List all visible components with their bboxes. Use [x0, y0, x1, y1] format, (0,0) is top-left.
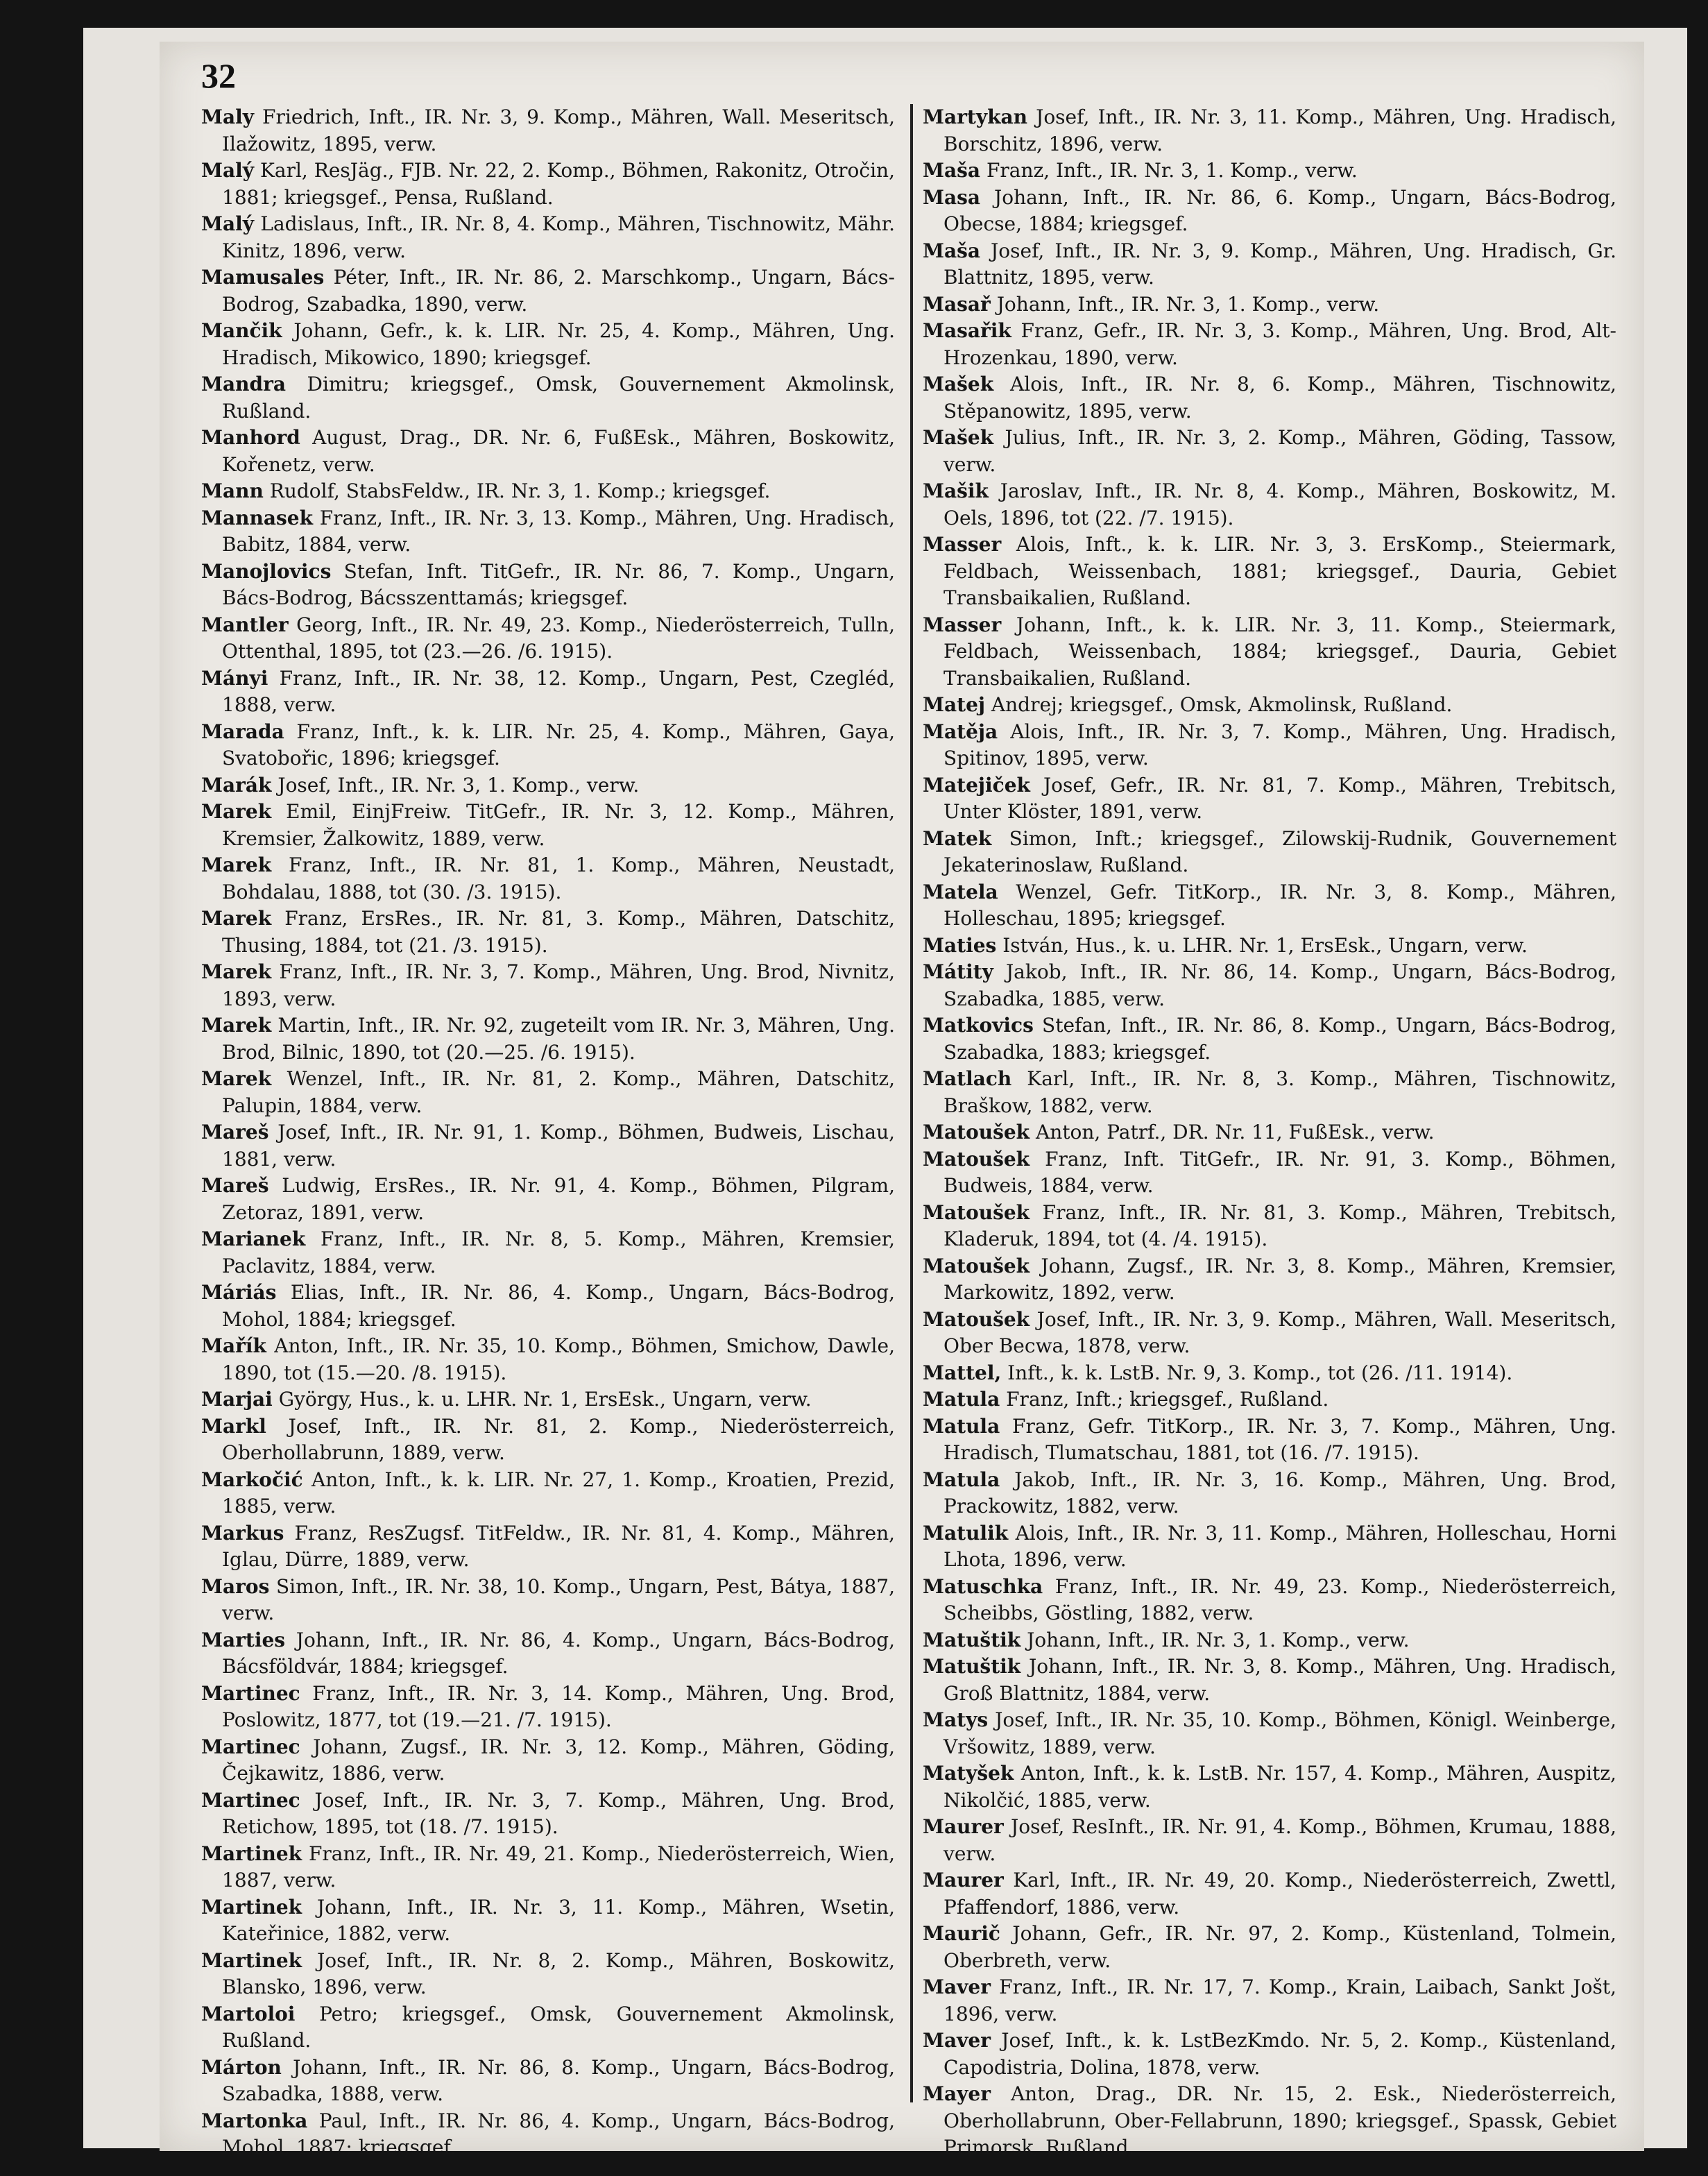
list-entry	[923, 318, 1616, 371]
list-entry	[923, 1760, 1616, 1814]
list-entry	[923, 1574, 1616, 1627]
entry-details: Josef, Inft., IR. Nr. 3, 9. Komp., Mähren, Wall. Meseritsch, Ober Becwa, 1878, verw.	[943, 1307, 1616, 1357]
list-entry	[923, 959, 1616, 1012]
entry-surname: Matlach	[923, 1067, 1012, 1090]
list-entry	[923, 185, 1616, 238]
entry-details: Franz, Inft., IR. Nr. 38, 12. Komp., Ungarn, Pest, Czegléd, 1888, verw.	[222, 666, 895, 716]
entry-details: Josef, Inft., IR. Nr. 81, 2. Komp., Niederösterreich, Oberhollabrunn, 1889, verw.	[222, 1414, 895, 1464]
entry-surname: Maurer	[923, 1815, 1004, 1838]
entry-details: Josef, Inft., IR. Nr. 8, 2. Komp., Mähren, Boskowitz, Blansko, 1896, verw.	[222, 1948, 895, 1998]
list-entry	[923, 1360, 1616, 1387]
entry-details: Martin, Inft., IR. Nr. 92, zugeteilt vom IR. Nr. 3, Mähren, Ung. Brod, Bilnic, 1890, tot (20.—25. /6. 1915).	[222, 1014, 895, 1064]
entry-details: Josef, Gefr., IR. Nr. 81, 7. Komp., Mähren, Trebitsch, Unter Klöster, 1891, verw.	[943, 773, 1616, 823]
entry-details: Rudolf, StabsFeldw., IR. Nr. 3, 1. Komp.; kriegsgef.	[269, 479, 771, 502]
list-entry	[923, 158, 1616, 185]
entry-details: Friedrich, Inft., IR. Nr. 3, 9. Komp., Mähren, Wall. Meseritsch, Ilažowitz, 1895, verw.	[222, 105, 896, 155]
list-entry	[923, 1520, 1616, 1574]
list-entry	[201, 799, 895, 852]
entry-surname: Maver	[923, 1975, 991, 1998]
entry-surname: Mattel,	[923, 1361, 1002, 1384]
entry-surname: Masa	[923, 185, 981, 209]
list-entry	[923, 371, 1616, 425]
list-entry	[923, 1253, 1616, 1307]
list-entry	[923, 1413, 1616, 1467]
entry-surname: Maly	[201, 105, 255, 128]
list-entry	[201, 158, 895, 211]
entry-details: Anton, Inft., k. k. LIR. Nr. 27, 1. Komp., Kroatien, Prezid, 1885, verw.	[222, 1468, 896, 1518]
entry-details: Simon, Inft.; kriegsgef., Zilowskij-Rudnik, Gouvernement Jekaterinoslaw, Rußland.	[943, 826, 1616, 876]
entry-details: Johann, Gefr., k. k. LIR. Nr. 25, 4. Komp., Mähren, Ung. Hradisch, Mikowico, 1890; kriegsgef.	[222, 319, 895, 369]
list-entry	[201, 959, 895, 1012]
list-entry	[923, 1386, 1616, 1413]
entry-surname: Matuštik	[923, 1655, 1021, 1678]
entry-surname: Mányi	[201, 666, 268, 690]
entry-surname: Matula	[923, 1414, 1000, 1438]
list-entry	[201, 1841, 895, 1894]
list-entry	[201, 1280, 895, 1333]
entry-details: Elias, Inft., IR. Nr. 86, 4. Komp., Ungarn, Bács-Bodrog, Mohol, 1884; kriegsgef.	[222, 1281, 896, 1331]
entry-details: Johann, Inft., IR. Nr. 3, 8. Komp., Mähren, Ung. Hradisch, Groß Blattnitz, 1884, verw.	[943, 1655, 1616, 1705]
entry-surname: Maurič	[923, 1922, 1000, 1945]
list-entry	[923, 826, 1616, 879]
entry-surname: Martinec	[201, 1788, 300, 1812]
entry-surname: Manojlovics	[201, 559, 332, 583]
entry-surname: Maša	[923, 239, 981, 262]
entry-details: Josef, Inft., IR. Nr. 3, 1. Komp., verw.	[277, 773, 640, 797]
list-entry	[201, 505, 895, 559]
entry-details: Franz, Inft. TitGefr., IR. Nr. 91, 3. Komp., Böhmen, Budweis, 1884, verw.	[943, 1147, 1616, 1197]
entry-details: Josef, Inft., k. k. LstBezKmdo. Nr. 5, 2. Komp., Küstenland, Capodistria, Dolina, 1878, verw.	[943, 2029, 1616, 2079]
entry-surname: Matěja	[923, 720, 998, 743]
list-entry	[923, 1707, 1616, 1760]
entry-surname: Mátity	[923, 960, 993, 983]
entry-details: Franz, Inft., IR. Nr. 3, 1. Komp., verw.	[986, 159, 1358, 182]
entry-details: Andrej; kriegsgef., Omsk, Akmolinsk, Rußland.	[991, 693, 1453, 716]
entry-details: Ladislaus, Inft., IR. Nr. 8, 4. Komp., Mähren, Tischnowitz, Mähr. Kinitz, 1896, verw.	[222, 212, 896, 262]
entry-details: Karl, Inft., IR. Nr. 49, 20. Komp., Niederösterreich, Zwettl, Pfaffendorf, 1886, verw.	[943, 1869, 1616, 1919]
left-column	[201, 104, 895, 2161]
entry-surname: Mareš	[201, 1121, 269, 1144]
list-entry	[201, 1066, 895, 1119]
entry-surname: Markočić	[201, 1468, 303, 1491]
entry-details: Johann, Inft., IR. Nr. 86, 8. Komp., Ungarn, Bács-Bodrog, Szabadka, 1888, verw.	[222, 2055, 895, 2105]
entry-surname: Martinek	[201, 1895, 302, 1919]
entry-details: Anton, Inft., IR. Nr. 35, 10. Komp., Böhmen, Smichow, Dawle, 1890, tot (15.—20. /8. 1915).	[222, 1334, 895, 1384]
list-entry	[201, 1467, 895, 1520]
entry-surname: Maša	[923, 159, 981, 182]
entry-surname: Maties	[923, 933, 997, 957]
entry-surname: Martonka	[201, 2109, 308, 2132]
list-entry	[201, 1333, 895, 1386]
list-entry	[923, 532, 1616, 612]
list-entry	[201, 478, 895, 505]
entry-surname: Mann	[201, 479, 264, 502]
entry-details: Johann, Inft., IR. Nr. 86, 4. Komp., Ungarn, Bács-Bodrog, Bácsföldvár, 1884; kriegsgef.	[222, 1628, 895, 1678]
list-entry	[923, 1974, 1616, 2028]
list-entry	[923, 1146, 1616, 1200]
list-entry	[923, 1012, 1616, 1066]
list-entry	[201, 1119, 895, 1173]
entry-details: Alois, Inft., IR. Nr. 3, 11. Komp., Mähren, Holleschau, Horni Lhota, 1896, verw.	[943, 1521, 1616, 1571]
list-entry	[201, 2108, 895, 2161]
list-entry	[201, 371, 895, 425]
list-entry	[201, 1574, 895, 1627]
entry-surname: Maros	[201, 1574, 270, 1598]
entry-surname: Masser	[923, 533, 1002, 556]
entry-details: Franz, Inft., IR. Nr. 3, 13. Komp., Mähren, Ung. Hradisch, Babitz, 1884, verw.	[222, 506, 896, 556]
list-entry	[201, 1386, 895, 1413]
entry-surname: Masař	[923, 292, 991, 316]
entry-details: Franz, Inft., IR. Nr. 8, 5. Komp., Mähren, Kremsier, Paclavitz, 1884, verw.	[222, 1227, 895, 1277]
entry-details: Karl, ResJäg., FJB. Nr. 22, 2. Komp., Böhmen, Rakonitz, Otročin, 1881; kriegsgef., Pensa, Rußland.	[222, 159, 895, 209]
list-entry	[201, 1226, 895, 1280]
entry-surname: Maurer	[923, 1869, 1004, 1892]
entry-details: Karl, Inft., IR. Nr. 8, 3. Komp., Mähren, Tischnowitz, Braškow, 1882, verw.	[943, 1067, 1617, 1117]
entry-surname: Matela	[923, 880, 998, 903]
entry-details: Péter, Inft., IR. Nr. 86, 2. Marschkomp., Ungarn, Bács-Bodrog, Szabadka, 1890, verw.	[222, 266, 895, 316]
list-entry	[923, 238, 1616, 291]
list-entry	[201, 211, 895, 264]
entry-details: Franz, Inft., IR. Nr. 49, 21. Komp., Niederösterreich, Wien, 1887, verw.	[222, 1842, 895, 1892]
entry-surname: Mašek	[923, 373, 994, 396]
list-entry	[923, 772, 1616, 826]
entry-details: Johann, Inft., IR. Nr. 3, 1. Komp., verw.	[996, 292, 1380, 316]
list-entry	[923, 1467, 1616, 1520]
entry-surname: Matoušek	[923, 1254, 1030, 1277]
list-entry	[201, 1520, 895, 1574]
list-entry	[201, 264, 895, 318]
entry-surname: Mařík	[201, 1334, 266, 1357]
list-entry	[201, 1413, 895, 1467]
entry-surname: Matuštik	[923, 1628, 1021, 1651]
entry-details: Wenzel, Inft., IR. Nr. 81, 2. Komp., Mähren, Datschitz, Palupin, 1884, verw.	[222, 1067, 895, 1117]
entry-surname: Marada	[201, 720, 284, 743]
entry-surname: Markl	[201, 1414, 266, 1438]
column-divider	[910, 104, 913, 2102]
entry-details: Franz, Inft., IR. Nr. 17, 7. Komp., Krain, Laibach, Sankt Jošt, 1896, verw.	[943, 1975, 1617, 2025]
list-entry	[201, 906, 895, 959]
list-entry	[923, 478, 1616, 532]
list-entry	[923, 425, 1616, 478]
list-entry	[923, 2081, 1616, 2161]
list-entry	[923, 1119, 1616, 1146]
entry-details: Franz, Inft., IR. Nr. 81, 1. Komp., Mähren, Neustadt, Bohdalau, 1888, tot (30. /3. 1915).	[222, 853, 895, 903]
entry-surname: Mareš	[201, 1174, 269, 1197]
entry-details: Anton, Patrf., DR. Nr. 11, FußEsk., verw.	[1036, 1121, 1435, 1144]
list-entry	[923, 1627, 1616, 1654]
entry-surname: Matula	[923, 1468, 1000, 1491]
entry-surname: Mannasek	[201, 506, 313, 529]
entry-details: Franz, Inft., k. k. LIR. Nr. 25, 4. Komp., Mähren, Gaya, Svatobořic, 1896; kriegsgef.	[222, 720, 895, 770]
entry-surname: Martinek	[201, 1948, 302, 1972]
entry-surname: Matoušek	[923, 1200, 1030, 1224]
entry-surname: Martinec	[201, 1681, 300, 1705]
entry-surname: Marek	[201, 800, 272, 823]
entry-details: Johann, Inft., k. k. LIR. Nr. 3, 11. Komp., Steiermark, Feldbach, Weissenbach, 1884; kriegsgef., Dauria, Gebiet Transbaikalien, Rußland.	[943, 613, 1617, 690]
entry-details: Anton, Drag., DR. Nr. 15, 2. Esk., Niederösterreich, Oberhollabrunn, Ober-Fellabrunn, 1890; kriegsgef., Spassk, Gebiet Primorsk, Rußland.	[943, 2082, 1616, 2159]
list-entry	[923, 1307, 1616, 1360]
list-entry	[923, 1654, 1616, 1707]
list-entry	[923, 1867, 1616, 1921]
entry-details: Josef, Inft., IR. Nr. 3, 11. Komp., Mähren, Ung. Hradisch, Borschitz, 1896, verw.	[943, 105, 1617, 155]
entry-surname: Matkovics	[923, 1014, 1034, 1037]
entry-surname: Marek	[201, 960, 272, 983]
list-entry	[923, 1066, 1616, 1119]
list-entry	[201, 1734, 895, 1787]
entry-details: Inft., k. k. LstB. Nr. 9, 3. Komp., tot (26. /11. 1914).	[1007, 1361, 1513, 1384]
list-entry	[923, 1814, 1616, 1867]
entry-details: Alois, Inft., IR. Nr. 3, 7. Komp., Mähren, Ung. Hradisch, Spitinov, 1895, verw.	[943, 720, 1617, 770]
entry-surname: Marjai	[201, 1388, 273, 1411]
entry-details: Franz, Gefr. TitKorp., IR. Nr. 3, 7. Komp., Mähren, Ung. Hradisch, Tlumatschau, 1881, tot (16. /7. 1915).	[943, 1414, 1617, 1464]
list-entry	[201, 425, 895, 478]
entry-details: Stefan, Inft., IR. Nr. 86, 8. Komp., Ungarn, Bács-Bodrog, Szabadka, 1883; kriegsgef.	[943, 1014, 1616, 1064]
entry-surname: Marties	[201, 1628, 286, 1651]
entry-details: György, Hus., k. u. LHR. Nr. 1, ErsEsk., Ungarn, verw.	[278, 1388, 812, 1411]
entry-surname: Máriás	[201, 1281, 277, 1304]
entry-surname: Mantler	[201, 613, 289, 636]
entry-surname: Mašek	[923, 426, 994, 449]
entry-details: August, Drag., DR. Nr. 6, FußEsk., Mähren, Boskowitz, Kořenetz, verw.	[222, 426, 895, 476]
list-entry	[201, 2055, 895, 2108]
list-entry	[201, 1787, 895, 1841]
list-entry	[201, 665, 895, 719]
list-entry	[923, 719, 1616, 772]
list-entry	[923, 1921, 1616, 1974]
list-entry	[923, 291, 1616, 318]
entry-surname: Matyšek	[923, 1762, 1014, 1785]
entry-surname: Matej	[923, 693, 986, 716]
entry-surname: Matoušek	[923, 1147, 1030, 1171]
entry-surname: Marák	[201, 773, 272, 797]
entry-details: Johann, Zugsf., IR. Nr. 3, 8. Komp., Mähren, Kremsier, Markowitz, 1892, verw.	[943, 1254, 1617, 1304]
entry-details: Johann, Inft., IR. Nr. 3, 1. Komp., verw.	[1027, 1628, 1410, 1651]
entry-details: Anton, Inft., k. k. LstB. Nr. 157, 4. Komp., Mähren, Auspitz, Nikolčić, 1885, verw.	[943, 1762, 1617, 1812]
entry-surname: Marek	[201, 907, 272, 930]
entry-surname: Mandra	[201, 373, 286, 396]
list-entry	[201, 1173, 895, 1226]
entry-surname: Malý	[201, 212, 255, 235]
entry-details: Franz, Inft., IR. Nr. 3, 7. Komp., Mähren, Ung. Brod, Nivnitz, 1893, verw.	[222, 960, 896, 1010]
list-entry	[201, 719, 895, 772]
entry-surname: Malý	[201, 159, 255, 182]
entry-surname: Markus	[201, 1521, 284, 1545]
entry-surname: Mayer	[923, 2082, 991, 2105]
entry-surname: Marek	[201, 1014, 272, 1037]
entry-surname: Masařik	[923, 319, 1011, 342]
list-entry	[201, 852, 895, 906]
list-entry	[923, 692, 1616, 719]
entry-details: Johann, Inft., IR. Nr. 86, 6. Komp., Ungarn, Bács-Bodrog, Obecse, 1884; kriegsgef.	[943, 185, 1617, 235]
entry-surname: Matek	[923, 826, 992, 850]
entry-details: Alois, Inft., k. k. LIR. Nr. 3, 3. ErsKomp., Steiermark, Feldbach, Weissenbach, 1881; kriegsgef., Dauria, Gebiet Transbaikalien, Rußland.	[943, 533, 1616, 609]
list-entry	[201, 1948, 895, 2001]
entry-surname: Martoloi	[201, 2002, 296, 2025]
entry-surname: Matejiček	[923, 773, 1030, 797]
entry-surname: Matulik	[923, 1521, 1009, 1545]
entry-details: Ludwig, ErsRes., IR. Nr. 91, 4. Komp., Böhmen, Pilgram, Zetoraz, 1891, verw.	[222, 1174, 895, 1224]
entry-surname: Márton	[201, 2055, 282, 2079]
entry-details: Josef, ResInft., IR. Nr. 91, 4. Komp., Böhmen, Krumau, 1888, verw.	[943, 1815, 1616, 1865]
entry-details: Franz, Gefr., IR. Nr. 3, 3. Komp., Mähren, Ung. Brod, Alt-Hrozenkau, 1890, verw.	[943, 319, 1616, 369]
entry-surname: Marek	[201, 1067, 272, 1090]
entry-details: István, Hus., k. u. LHR. Nr. 1, ErsEsk., Ungarn, verw.	[1002, 933, 1528, 957]
entry-details: Johann, Inft., IR. Nr. 3, 11. Komp., Mähren, Wsetin, Kateřinice, 1882, verw.	[222, 1895, 895, 1945]
entry-details: Josef, Inft., IR. Nr. 35, 10. Komp., Böhmen, Königl. Weinberge, Vršowitz, 1889, verw.	[943, 1708, 1617, 1758]
entry-surname: Martinec	[201, 1735, 300, 1758]
entry-surname: Marianek	[201, 1227, 306, 1250]
entry-details: Stefan, Inft. TitGefr., IR. Nr. 86, 7. Komp., Ungarn, Bács-Bodrog, Bácsszenttamás; kriegsgef.	[222, 559, 895, 609]
entry-details: Franz, Inft.; kriegsgef., Rußland.	[1006, 1388, 1329, 1411]
entry-surname: Matuschka	[923, 1574, 1043, 1598]
list-entry	[201, 2001, 895, 2055]
entry-details: Franz, Inft., IR. Nr. 3, 14. Komp., Mähren, Ung. Brod, Poslowitz, 1877, tot (19.—21. /7. 1915).	[222, 1681, 895, 1731]
entry-details: Josef, Inft., IR. Nr. 3, 9. Komp., Mähren, Ung. Hradisch, Gr. Blattnitz, 1895, verw.	[943, 239, 1616, 289]
entry-surname: Matula	[923, 1388, 1000, 1411]
list-entry	[201, 1627, 895, 1681]
entry-details: Johann, Gefr., IR. Nr. 97, 2. Komp., Küstenland, Tolmein, Oberbreth, verw.	[943, 1922, 1616, 1972]
list-entry	[923, 104, 1616, 158]
entry-details: Josef, Inft., IR. Nr. 91, 1. Komp., Böhmen, Budweis, Lischau, 1881, verw.	[222, 1121, 895, 1171]
entry-details: Franz, ErsRes., IR. Nr. 81, 3. Komp., Mähren, Datschitz, Thusing, 1884, tot (21. /3. 1915).	[222, 907, 896, 957]
list-entry	[201, 772, 895, 799]
entry-surname: Marek	[201, 853, 272, 876]
entry-surname: Maver	[923, 2029, 991, 2052]
entry-surname: Matoušek	[923, 1121, 1030, 1144]
entry-surname: Manhord	[201, 426, 300, 449]
entry-surname: Masser	[923, 613, 1002, 636]
list-entry	[923, 879, 1616, 933]
entry-details: Petro; kriegsgef., Omsk, Gouvernement Akmolinsk, Rußland.	[222, 2002, 895, 2052]
entry-surname: Matys	[923, 1708, 989, 1731]
entry-details: Julius, Inft., IR. Nr. 3, 2. Komp., Mähren, Göding, Tassow, verw.	[943, 426, 1616, 476]
list-entry	[201, 612, 895, 665]
entry-details: Emil, EinjFreiw. TitGefr., IR. Nr. 3, 12. Komp., Mähren, Kremsier, Žalkowitz, 1889, verw.	[222, 800, 895, 850]
entry-surname: Mančik	[201, 319, 282, 342]
entry-details: Simon, Inft., IR. Nr. 38, 10. Komp., Ungarn, Pest, Bátya, 1887, verw.	[222, 1574, 896, 1624]
entry-details: Josef, Inft., IR. Nr. 3, 7. Komp., Mähren, Ung. Brod, Retichow, 1895, tot (18. /7. 1915).	[222, 1788, 895, 1838]
list-entry	[201, 559, 895, 612]
list-entry	[923, 1200, 1616, 1253]
list-entry	[201, 1894, 895, 1948]
right-column	[923, 104, 1616, 2161]
entry-details: Franz, Inft., IR. Nr. 49, 23. Komp., Niederösterreich, Scheibbs, Göstling, 1882, verw.	[943, 1574, 1616, 1624]
list-entry	[923, 2028, 1616, 2081]
entry-details: Jakob, Inft., IR. Nr. 86, 14. Komp., Ungarn, Bács-Bodrog, Szabadka, 1885, verw.	[943, 960, 1616, 1010]
entry-surname: Mamusales	[201, 266, 325, 289]
list-entry	[201, 1681, 895, 1734]
entry-details: Paul, Inft., IR. Nr. 86, 4. Komp., Ungarn, Bács-Bodrog, Mohol, 1887; kriegsgef.	[222, 2109, 895, 2159]
entry-surname: Martinek	[201, 1842, 302, 1865]
entry-details: Jaroslav, Inft., IR. Nr. 8, 4. Komp., Mähren, Boskowitz, M. Oels, 1896, tot (22. /7. 1915).	[943, 479, 1616, 529]
page-number: 32	[201, 56, 236, 95]
entry-details: Alois, Inft., IR. Nr. 8, 6. Komp., Mähren, Tischnowitz, Stěpanowitz, 1895, verw.	[943, 373, 1617, 423]
entry-details: Georg, Inft., IR. Nr. 49, 23. Komp., Niederösterreich, Tulln, Ottenthal, 1895, tot (23.—26. /6. 1915).	[222, 613, 895, 663]
list-entry	[201, 1012, 895, 1066]
list-entry	[201, 104, 895, 158]
entry-details: Dimitru; kriegsgef., Omsk, Gouvernement Akmolinsk, Rußland.	[222, 373, 895, 423]
list-entry	[923, 933, 1616, 960]
entry-details: Franz, Inft., IR. Nr. 81, 3. Komp., Mähren, Trebitsch, Kladeruk, 1894, tot (4. /4. 1915).	[943, 1200, 1616, 1250]
entry-details: Jakob, Inft., IR. Nr. 3, 16. Komp., Mähren, Ung. Brod, Prackowitz, 1882, verw.	[943, 1468, 1617, 1518]
entry-surname: Matoušek	[923, 1307, 1030, 1331]
list-entry	[201, 318, 895, 371]
entry-surname: Mašik	[923, 479, 989, 502]
entry-surname: Martykan	[923, 105, 1027, 128]
entry-details: Johann, Zugsf., IR. Nr. 3, 12. Komp., Mähren, Göding, Čejkawitz, 1886, verw.	[222, 1735, 895, 1785]
list-entry	[923, 612, 1616, 692]
entry-details: Wenzel, Gefr. TitKorp., IR. Nr. 3, 8. Komp., Mähren, Holleschau, 1895; kriegsgef.	[943, 880, 1616, 930]
entry-details: Franz, ResZugsf. TitFeldw., IR. Nr. 81, 4. Komp., Mähren, Iglau, Dürre, 1889, verw.	[222, 1521, 896, 1571]
